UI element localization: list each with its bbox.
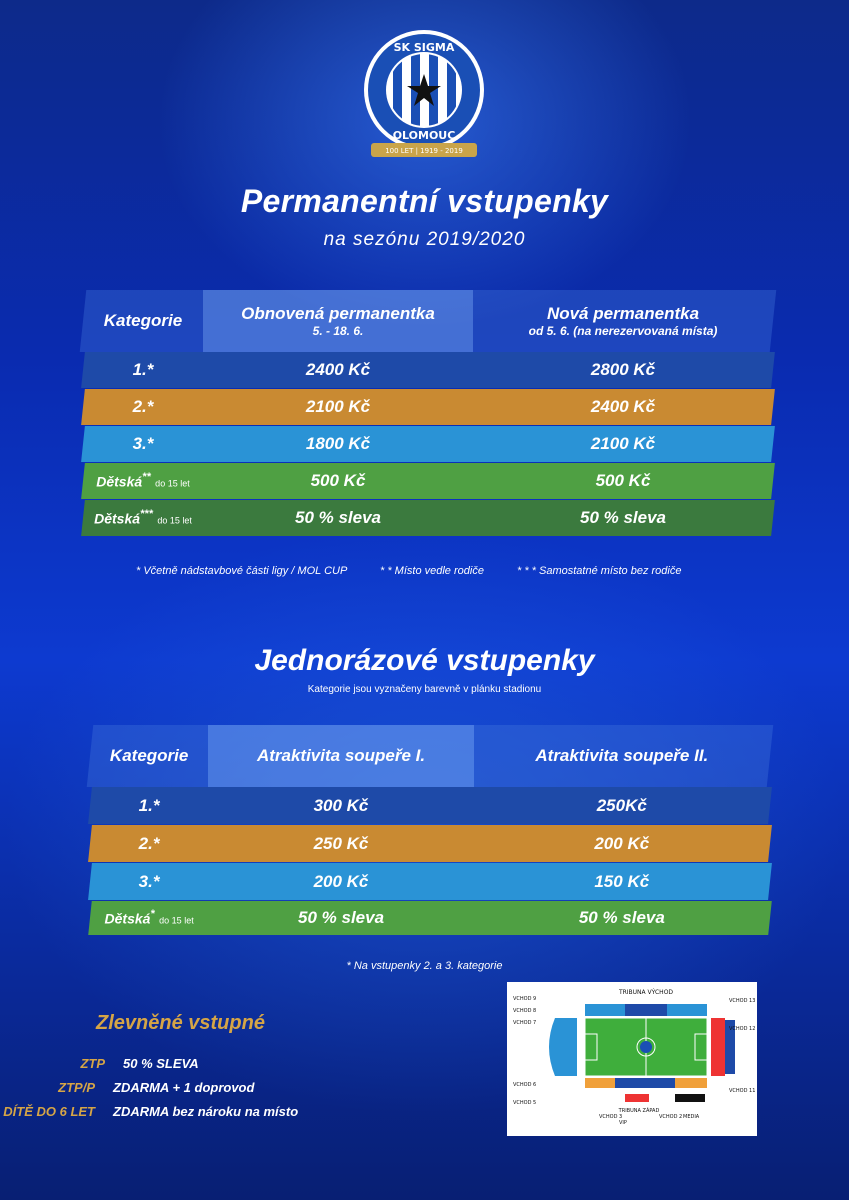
single-header-a1: Atraktivita soupeře I. (208, 725, 474, 787)
map-east-label: TRIBUNA VÝCHOD (618, 989, 674, 996)
category-label: Dětská (96, 473, 143, 490)
category-age: do 15 let (157, 515, 192, 526)
season-subtitle: na sezónu 2019/2020 (323, 229, 526, 250)
season-header-new-title: Nová permanentka (546, 304, 700, 323)
table-row (88, 863, 772, 900)
single-header-a2: Atraktivita soupeře II. (535, 746, 709, 765)
category-age: do 15 let (155, 478, 190, 489)
season-title: Permanentní vstupenky (240, 183, 609, 219)
a1-price-cell: 250 Kč (313, 833, 369, 853)
map-media: MEDIA (683, 1114, 700, 1120)
category-cell: 2.* (138, 833, 160, 853)
category-cell (83, 508, 203, 528)
season-note-1: * Včetně nádstavbové části ligy / MOL CUP (136, 565, 348, 577)
map-gate8: VCHOD 8 (513, 1008, 537, 1014)
category-mark: *** (140, 507, 153, 520)
new-price-cell: 2800 Kč (590, 360, 656, 379)
category-cell: 3.* (132, 434, 154, 453)
discount-value: 50 % SLEVA (123, 1056, 199, 1071)
discount-item (0, 1104, 298, 1119)
category-cell: 1.* (138, 795, 160, 815)
season-header-new-sub: od 5. 6. (na nerezervovaná místa) (528, 324, 718, 338)
discount-key: ZTP/P (58, 1080, 95, 1095)
table-row (81, 463, 775, 499)
category-cell: 2.* (132, 397, 154, 416)
single-subtitle: Kategorie jsou vyznačeny barevně v plánku stadionu (307, 684, 542, 695)
category-cell: 3.* (138, 871, 160, 891)
category-cell (90, 908, 208, 928)
map-gate5: VCHOD 5 (513, 1100, 537, 1106)
category-age: do 15 let (159, 915, 194, 926)
club-logo (357, 26, 491, 160)
table-row (88, 787, 772, 824)
category-cell: 1.* (132, 360, 154, 379)
map-vip: VIP (619, 1120, 627, 1126)
a2-price-cell: 200 Kč (594, 833, 650, 853)
discount-key: DÍTĚ DO 6 LET (3, 1104, 95, 1119)
renew-price-cell: 50 % sleva (294, 508, 381, 527)
season-header-row (80, 290, 777, 352)
season-note-2: * * Místo vedle rodiče (380, 565, 484, 577)
map-west-label: TRIBUNA ZÁPAD (618, 1108, 660, 1114)
map-gate2: VCHOD 2 (659, 1114, 683, 1120)
single-title: Jednorázové vstupenky (254, 644, 595, 677)
season-header-new (473, 304, 773, 338)
table-row (81, 389, 775, 425)
map-gate6: VCHOD 6 (513, 1082, 537, 1088)
discount-value: ZDARMA bez nároku na místo (113, 1104, 299, 1119)
a2-price-cell: 50 % sleva (579, 908, 666, 927)
new-price-cell: 50 % sleva (579, 508, 666, 527)
a1-price-cell: 50 % sleva (298, 908, 385, 927)
stadium-map (507, 982, 757, 1136)
season-header-category: Kategorie (103, 311, 183, 330)
map-gate13: VCHOD 13 (729, 998, 756, 1004)
table-row (81, 426, 775, 462)
single-header-row (87, 725, 774, 787)
discount-item (0, 1080, 254, 1095)
category-label: Dětská (104, 910, 151, 927)
a2-price-cell: 250Kč (597, 795, 648, 815)
map-gate7: VCHOD 7 (513, 1020, 537, 1026)
renew-price-cell: 2100 Kč (305, 397, 371, 416)
season-header-renew (203, 290, 473, 352)
table-row (81, 500, 775, 536)
category-mark: * (150, 907, 155, 920)
new-price-cell: 2100 Kč (590, 434, 656, 453)
season-header-renew-sub: 5. - 18. 6. (312, 324, 364, 338)
category-cell (83, 471, 203, 491)
new-price-cell: 500 Kč (595, 471, 651, 490)
single-note: * Na vstupenky 2. a 3. kategorie (346, 960, 503, 972)
table-row (88, 825, 772, 862)
season-note-3: * * * Samostatné místo bez rodiče (517, 565, 682, 577)
discount-item (0, 1056, 199, 1071)
map-gate11: VCHOD 11 (729, 1088, 756, 1094)
new-price-cell: 2400 Kč (590, 397, 656, 416)
logo-ribbon-text: 100 LET | 1919 - 2019 (385, 147, 463, 155)
logo-bottom-text: OLOMOUC (392, 129, 456, 142)
a1-price-cell: 300 Kč (313, 795, 369, 815)
single-header-category: Kategorie (109, 746, 189, 765)
renew-price-cell: 2400 Kč (305, 360, 371, 379)
map-gate12: VCHOD 12 (729, 1026, 756, 1032)
map-gate9: VCHOD 9 (513, 996, 537, 1002)
table-row (81, 352, 775, 388)
a1-price-cell: 200 Kč (313, 871, 369, 891)
renew-price-cell: 500 Kč (310, 471, 366, 490)
discount-value: ZDARMA + 1 doprovod (113, 1080, 255, 1095)
category-label: Dětská (94, 510, 141, 527)
discount-key: ZTP (80, 1056, 105, 1071)
map-gate3: VCHOD 3 (599, 1114, 623, 1120)
logo-top-text: SK SIGMA (393, 41, 455, 54)
a2-price-cell: 150 Kč (594, 871, 650, 891)
season-header-renew-title: Obnovená permanentka (241, 304, 435, 323)
discount-title: Zlevněné vstupné (96, 1012, 265, 1034)
category-mark: ** (142, 470, 151, 483)
renew-price-cell: 1800 Kč (305, 434, 371, 453)
table-row (88, 901, 772, 935)
